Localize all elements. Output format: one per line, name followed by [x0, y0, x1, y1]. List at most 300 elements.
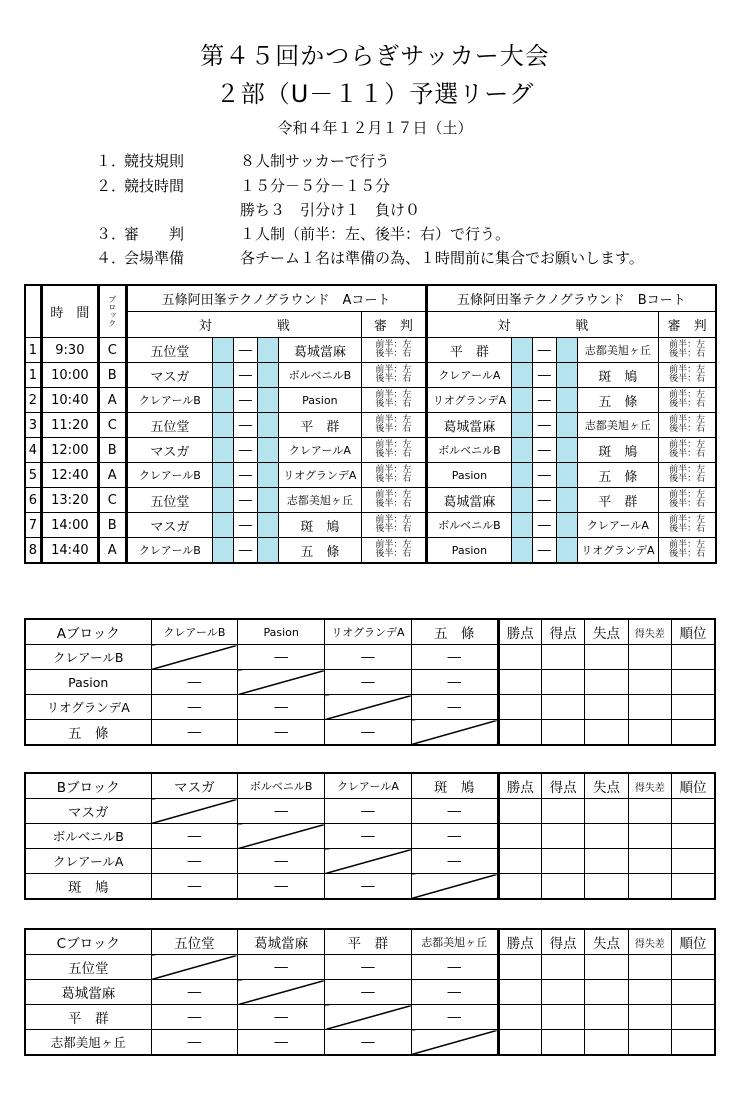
stat-column-header: 順位	[672, 773, 715, 799]
match-row	[25, 338, 716, 363]
court-b-home-team: 平 群	[426, 338, 512, 363]
standings-header-row	[25, 929, 715, 955]
referee-first-half: 前半：左	[669, 540, 706, 550]
result-cell: ―	[238, 720, 325, 746]
standings-row	[25, 1030, 715, 1056]
stat-cell	[585, 695, 628, 720]
stat-cell	[628, 955, 671, 980]
court-a-home-team: 五位堂	[126, 413, 213, 438]
score-box	[512, 538, 532, 564]
page-subtitle: ２部（U－１１）予選リーグ	[215, 80, 535, 108]
team-column-header: 五位堂	[151, 929, 238, 955]
stat-column-header: 得失差	[628, 619, 671, 645]
team-name: マスガ	[25, 799, 151, 824]
stat-cell	[585, 645, 628, 670]
court-b-away-team: 斑 鳩	[577, 363, 659, 388]
standings-row	[25, 695, 715, 720]
referee-second-half: 後半：右	[375, 549, 412, 559]
team-name: クレアールB	[25, 645, 151, 670]
match-block: B	[98, 438, 126, 463]
court-a-home-team: クレアールB	[126, 388, 213, 413]
court-a-home-team: クレアールB	[126, 538, 213, 564]
stat-cell	[541, 980, 584, 1005]
team-column-header: ボルベニルB	[238, 773, 325, 799]
versus-dash: ―	[233, 513, 257, 538]
referee-cell	[362, 388, 426, 413]
versus-dash: ―	[233, 438, 257, 463]
referee-first-half: 前半：左	[669, 390, 706, 400]
score-box	[213, 538, 233, 564]
court-a-away-team: 葛城當麻	[278, 338, 362, 363]
versus-dash: ―	[532, 538, 556, 564]
versus-dash: ―	[233, 463, 257, 488]
stat-cell	[498, 1030, 541, 1056]
standings-row	[25, 980, 715, 1005]
stat-cell	[672, 874, 715, 900]
referee-cell	[659, 463, 716, 488]
result-cell: ―	[151, 720, 238, 746]
result-cell: ―	[325, 799, 412, 824]
referee-cell	[659, 538, 716, 564]
referee-first-half: 前半：左	[375, 490, 412, 500]
result-cell: ―	[325, 874, 412, 900]
match-number: 5	[25, 463, 41, 488]
team-name: 平 群	[25, 1005, 151, 1030]
match-number: 3	[25, 413, 41, 438]
score-box	[557, 363, 577, 388]
referee-cell	[362, 413, 426, 438]
rule-value: 勝ち３ 引分け１ 負け０	[240, 201, 421, 219]
court-b-away-team: 五 條	[577, 388, 659, 413]
score-box	[557, 413, 577, 438]
stat-cell	[585, 980, 628, 1005]
referee-first-half: 前半：左	[375, 415, 412, 425]
referee-first-half: 前半：左	[375, 440, 412, 450]
team-column-header: 平 群	[325, 929, 412, 955]
referee-cell	[362, 338, 426, 363]
versus-dash: ―	[532, 463, 556, 488]
result-cell: ―	[325, 980, 412, 1005]
stat-cell	[672, 955, 715, 980]
referee-cell	[659, 488, 716, 513]
result-cell: ―	[325, 645, 412, 670]
result-cell: ―	[325, 720, 412, 746]
col-ref-header: 審 判	[659, 312, 716, 338]
stat-cell	[541, 799, 584, 824]
team-column-header: 志都美旭ヶ丘	[411, 929, 498, 955]
match-time: 9:30	[41, 338, 98, 363]
stat-cell	[541, 824, 584, 849]
versus-dash: ―	[233, 413, 257, 438]
court-b-home-team: Pasion	[426, 538, 512, 564]
rule-value: １５分－５分－１５分	[240, 177, 391, 195]
court-a-home-team: 五位堂	[126, 338, 213, 363]
score-box	[557, 538, 577, 564]
score-box	[512, 513, 532, 538]
stat-column-header: 失点	[585, 773, 628, 799]
rule-value: ８人制サッカーで行う	[240, 152, 390, 170]
referee-first-half: 前半：左	[375, 515, 412, 525]
stat-cell	[628, 695, 671, 720]
team-name: 斑 鳩	[25, 874, 151, 900]
result-cell: ―	[411, 955, 498, 980]
score-box	[258, 488, 278, 513]
match-number: 4	[25, 438, 41, 463]
score-box	[512, 413, 532, 438]
self-match-cell	[238, 824, 325, 849]
match-time: 12:00	[41, 438, 98, 463]
referee-cell	[362, 463, 426, 488]
stat-cell	[672, 1030, 715, 1056]
score-box	[512, 463, 532, 488]
standings-row	[25, 799, 715, 824]
court-a-away-team: ボルベニルB	[278, 363, 362, 388]
standings-table-a	[24, 618, 716, 746]
court-b-away-team: リオグランデA	[577, 538, 659, 564]
stat-cell	[585, 824, 628, 849]
stat-cell	[541, 1005, 584, 1030]
stat-cell	[672, 645, 715, 670]
stat-cell	[585, 1005, 628, 1030]
self-match-cell	[411, 720, 498, 746]
score-box	[557, 438, 577, 463]
stat-cell	[541, 720, 584, 746]
result-cell: ―	[411, 799, 498, 824]
col-time-header: 時 間	[41, 285, 98, 338]
rule-number: １．	[96, 152, 127, 170]
referee-cell	[659, 513, 716, 538]
stat-cell	[498, 695, 541, 720]
stat-cell	[585, 955, 628, 980]
score-box	[512, 488, 532, 513]
referee-first-half: 前半：左	[669, 490, 706, 500]
rule-value: 各チーム１名は準備の為、１時間前に集合でお願いします。	[240, 249, 644, 267]
stat-cell	[628, 824, 671, 849]
score-box	[557, 463, 577, 488]
court-a-away-team: 平 群	[278, 413, 362, 438]
result-cell: ―	[151, 849, 238, 874]
referee-first-half: 前半：左	[669, 515, 706, 525]
stat-column-header: 失点	[585, 619, 628, 645]
match-row	[25, 463, 716, 488]
score-box	[213, 413, 233, 438]
stat-column-header: 失点	[585, 929, 628, 955]
stat-cell	[541, 645, 584, 670]
court-a-away-team: 斑 鳩	[278, 513, 362, 538]
versus-dash: ―	[532, 413, 556, 438]
match-block: A	[98, 538, 126, 564]
result-cell: ―	[151, 1005, 238, 1030]
block-name: Bブロック	[25, 773, 151, 799]
self-match-cell	[325, 1005, 412, 1030]
versus-dash: ―	[233, 538, 257, 564]
match-number: 1	[25, 338, 41, 363]
stat-cell	[541, 670, 584, 695]
score-box	[557, 488, 577, 513]
score-box	[512, 338, 532, 363]
court-b-away-team: 志都美旭ヶ丘	[577, 338, 659, 363]
stat-cell	[585, 720, 628, 746]
versus-dash: ―	[233, 363, 257, 388]
referee-cell	[362, 438, 426, 463]
score-box	[258, 363, 278, 388]
score-box	[557, 513, 577, 538]
referee-first-half: 前半：左	[375, 365, 412, 375]
referee-first-half: 前半：左	[669, 440, 706, 450]
versus-dash: ―	[532, 338, 556, 363]
referee-second-half: 後半：右	[375, 449, 412, 459]
result-cell: ―	[238, 955, 325, 980]
versus-dash: ―	[532, 438, 556, 463]
result-cell: ―	[151, 824, 238, 849]
stat-cell	[672, 849, 715, 874]
versus-dash: ―	[233, 488, 257, 513]
standings-row	[25, 849, 715, 874]
match-row	[25, 513, 716, 538]
stat-cell	[672, 824, 715, 849]
match-block: C	[98, 338, 126, 363]
stat-cell	[628, 980, 671, 1005]
self-match-cell	[238, 980, 325, 1005]
referee-first-half: 前半：左	[669, 415, 706, 425]
rule-value: １人制（前半：左、後半：右）で行う。	[240, 225, 511, 243]
court-a-home-team: マスガ	[126, 363, 213, 388]
stat-column-header: 得失差	[628, 929, 671, 955]
standings-row	[25, 1005, 715, 1030]
stat-column-header: 勝点	[498, 619, 541, 645]
court-b-away-team: 五 條	[577, 463, 659, 488]
score-box	[213, 438, 233, 463]
court-b-home-team: ボルベニルB	[426, 513, 512, 538]
block-name: Cブロック	[25, 929, 151, 955]
stat-column-header: 得点	[541, 773, 584, 799]
referee-cell	[659, 438, 716, 463]
stat-cell	[672, 720, 715, 746]
referee-second-half: 後半：右	[375, 374, 412, 384]
stat-cell	[498, 645, 541, 670]
team-column-header: クレアールA	[325, 773, 412, 799]
stat-cell	[585, 670, 628, 695]
score-box	[258, 413, 278, 438]
court-a-away-team: Pasion	[278, 388, 362, 413]
result-cell: ―	[325, 955, 412, 980]
score-box	[258, 538, 278, 564]
match-time: 10:40	[41, 388, 98, 413]
referee-cell	[362, 513, 426, 538]
team-column-header: 葛城當麻	[238, 929, 325, 955]
team-name: 五 條	[25, 720, 151, 746]
stat-cell	[498, 874, 541, 900]
self-match-cell	[238, 670, 325, 695]
stat-cell	[628, 645, 671, 670]
stat-cell	[628, 799, 671, 824]
stat-cell	[628, 849, 671, 874]
court-b-home-team: リオグランデA	[426, 388, 512, 413]
stat-column-header: 勝点	[498, 773, 541, 799]
stat-cell	[628, 720, 671, 746]
match-row	[25, 363, 716, 388]
referee-second-half: 後半：右	[669, 424, 706, 434]
result-cell: ―	[151, 695, 238, 720]
stat-cell	[541, 849, 584, 874]
score-box	[258, 338, 278, 363]
team-name: リオグランデA	[25, 695, 151, 720]
result-cell: ―	[325, 670, 412, 695]
stat-cell	[585, 849, 628, 874]
stat-cell	[672, 670, 715, 695]
referee-first-half: 前半：左	[669, 340, 706, 350]
result-cell: ―	[411, 670, 498, 695]
match-time: 14:00	[41, 513, 98, 538]
match-block: A	[98, 388, 126, 413]
score-box	[213, 363, 233, 388]
court-a-home-team: クレアールB	[126, 463, 213, 488]
stat-column-header: 勝点	[498, 929, 541, 955]
stat-cell	[498, 799, 541, 824]
court-a-home-team: マスガ	[126, 438, 213, 463]
schedule-table	[24, 284, 717, 564]
court-a-away-team: リオグランデA	[278, 463, 362, 488]
match-block: A	[98, 463, 126, 488]
result-cell: ―	[151, 874, 238, 900]
result-cell: ―	[238, 1005, 325, 1030]
referee-second-half: 後半：右	[375, 499, 412, 509]
match-time: 12:40	[41, 463, 98, 488]
score-box	[512, 438, 532, 463]
court-a-home-team: マスガ	[126, 513, 213, 538]
standings-header-row	[25, 773, 715, 799]
court-b-home-team: Pasion	[426, 463, 512, 488]
standings-table-b	[24, 772, 716, 900]
court-b-header: 五條阿田峯テクノグラウンド Bコート	[426, 285, 716, 312]
match-block: C	[98, 488, 126, 513]
referee-second-half: 後半：右	[375, 424, 412, 434]
self-match-cell	[411, 1030, 498, 1056]
versus-dash: ―	[532, 388, 556, 413]
court-a-home-team: 五位堂	[126, 488, 213, 513]
court-b-home-team: クレアールA	[426, 363, 512, 388]
stat-cell	[628, 670, 671, 695]
result-cell: ―	[411, 980, 498, 1005]
standings-table-c	[24, 928, 716, 1056]
court-b-away-team: 平 群	[577, 488, 659, 513]
match-block: C	[98, 413, 126, 438]
stat-column-header: 得点	[541, 929, 584, 955]
referee-second-half: 後半：右	[669, 349, 706, 359]
standings-row	[25, 670, 715, 695]
score-box	[557, 388, 577, 413]
team-name: クレアールA	[25, 849, 151, 874]
col-block-header: ブロック	[98, 285, 126, 338]
stat-column-header: 順位	[672, 619, 715, 645]
standings-row	[25, 824, 715, 849]
stat-cell	[498, 955, 541, 980]
match-time: 13:20	[41, 488, 98, 513]
stat-cell	[628, 1030, 671, 1056]
stat-cell	[585, 1030, 628, 1056]
stat-cell	[628, 874, 671, 900]
result-cell: ―	[411, 645, 498, 670]
score-box	[258, 463, 278, 488]
referee-cell	[659, 388, 716, 413]
result-cell: ―	[238, 645, 325, 670]
col-match-header: 対 戦	[126, 312, 362, 338]
referee-first-half: 前半：左	[669, 365, 706, 375]
stat-cell	[541, 955, 584, 980]
versus-dash: ―	[233, 338, 257, 363]
stat-cell	[628, 1005, 671, 1030]
rule-label: 競技規則	[124, 152, 185, 170]
court-a-away-team: クレアールA	[278, 438, 362, 463]
team-column-header: 斑 鳩	[411, 773, 498, 799]
match-number: 8	[25, 538, 41, 564]
court-b-away-team: クレアールA	[577, 513, 659, 538]
stat-cell	[498, 720, 541, 746]
match-row	[25, 388, 716, 413]
team-name: ボルベニルB	[25, 824, 151, 849]
score-box	[512, 388, 532, 413]
score-box	[557, 338, 577, 363]
stat-column-header: 得失差	[628, 773, 671, 799]
result-cell: ―	[238, 799, 325, 824]
score-box	[213, 513, 233, 538]
self-match-cell	[151, 799, 238, 824]
self-match-cell	[411, 874, 498, 900]
result-cell: ―	[238, 874, 325, 900]
referee-second-half: 後半：右	[669, 474, 706, 484]
team-column-header: 五 條	[411, 619, 498, 645]
stat-cell	[498, 980, 541, 1005]
court-a-away-team: 志都美旭ヶ丘	[278, 488, 362, 513]
court-a-away-team: 五 條	[278, 538, 362, 564]
score-box	[213, 463, 233, 488]
result-cell: ―	[238, 695, 325, 720]
team-name: Pasion	[25, 670, 151, 695]
score-box	[213, 488, 233, 513]
rule-label: 会場準備	[124, 249, 185, 267]
page-title: 第４５回かつらぎサッカー大会	[200, 42, 550, 70]
team-name: 葛城當麻	[25, 980, 151, 1005]
referee-second-half: 後半：右	[375, 524, 412, 534]
referee-first-half: 前半：左	[375, 465, 412, 475]
referee-first-half: 前半：左	[375, 540, 412, 550]
referee-second-half: 後半：右	[669, 499, 706, 509]
match-number: 2	[25, 388, 41, 413]
stat-cell	[498, 824, 541, 849]
team-name: 五位堂	[25, 955, 151, 980]
versus-dash: ―	[532, 363, 556, 388]
result-cell: ―	[238, 849, 325, 874]
stat-cell	[585, 799, 628, 824]
referee-second-half: 後半：右	[375, 399, 412, 409]
stat-cell	[541, 1030, 584, 1056]
self-match-cell	[151, 955, 238, 980]
versus-dash: ―	[233, 388, 257, 413]
team-column-header: マスガ	[151, 773, 238, 799]
referee-first-half: 前半：左	[669, 465, 706, 475]
col-match-header: 対 戦	[426, 312, 659, 338]
score-box	[213, 388, 233, 413]
rule-label: 審 判	[124, 225, 185, 243]
team-column-header: Pasion	[238, 619, 325, 645]
court-b-home-team: 葛城當麻	[426, 488, 512, 513]
match-block: B	[98, 513, 126, 538]
match-time: 11:20	[41, 413, 98, 438]
referee-cell	[362, 363, 426, 388]
stat-cell	[585, 874, 628, 900]
versus-dash: ―	[532, 513, 556, 538]
event-date: 令和４年１２月１７日（土）	[277, 119, 473, 137]
